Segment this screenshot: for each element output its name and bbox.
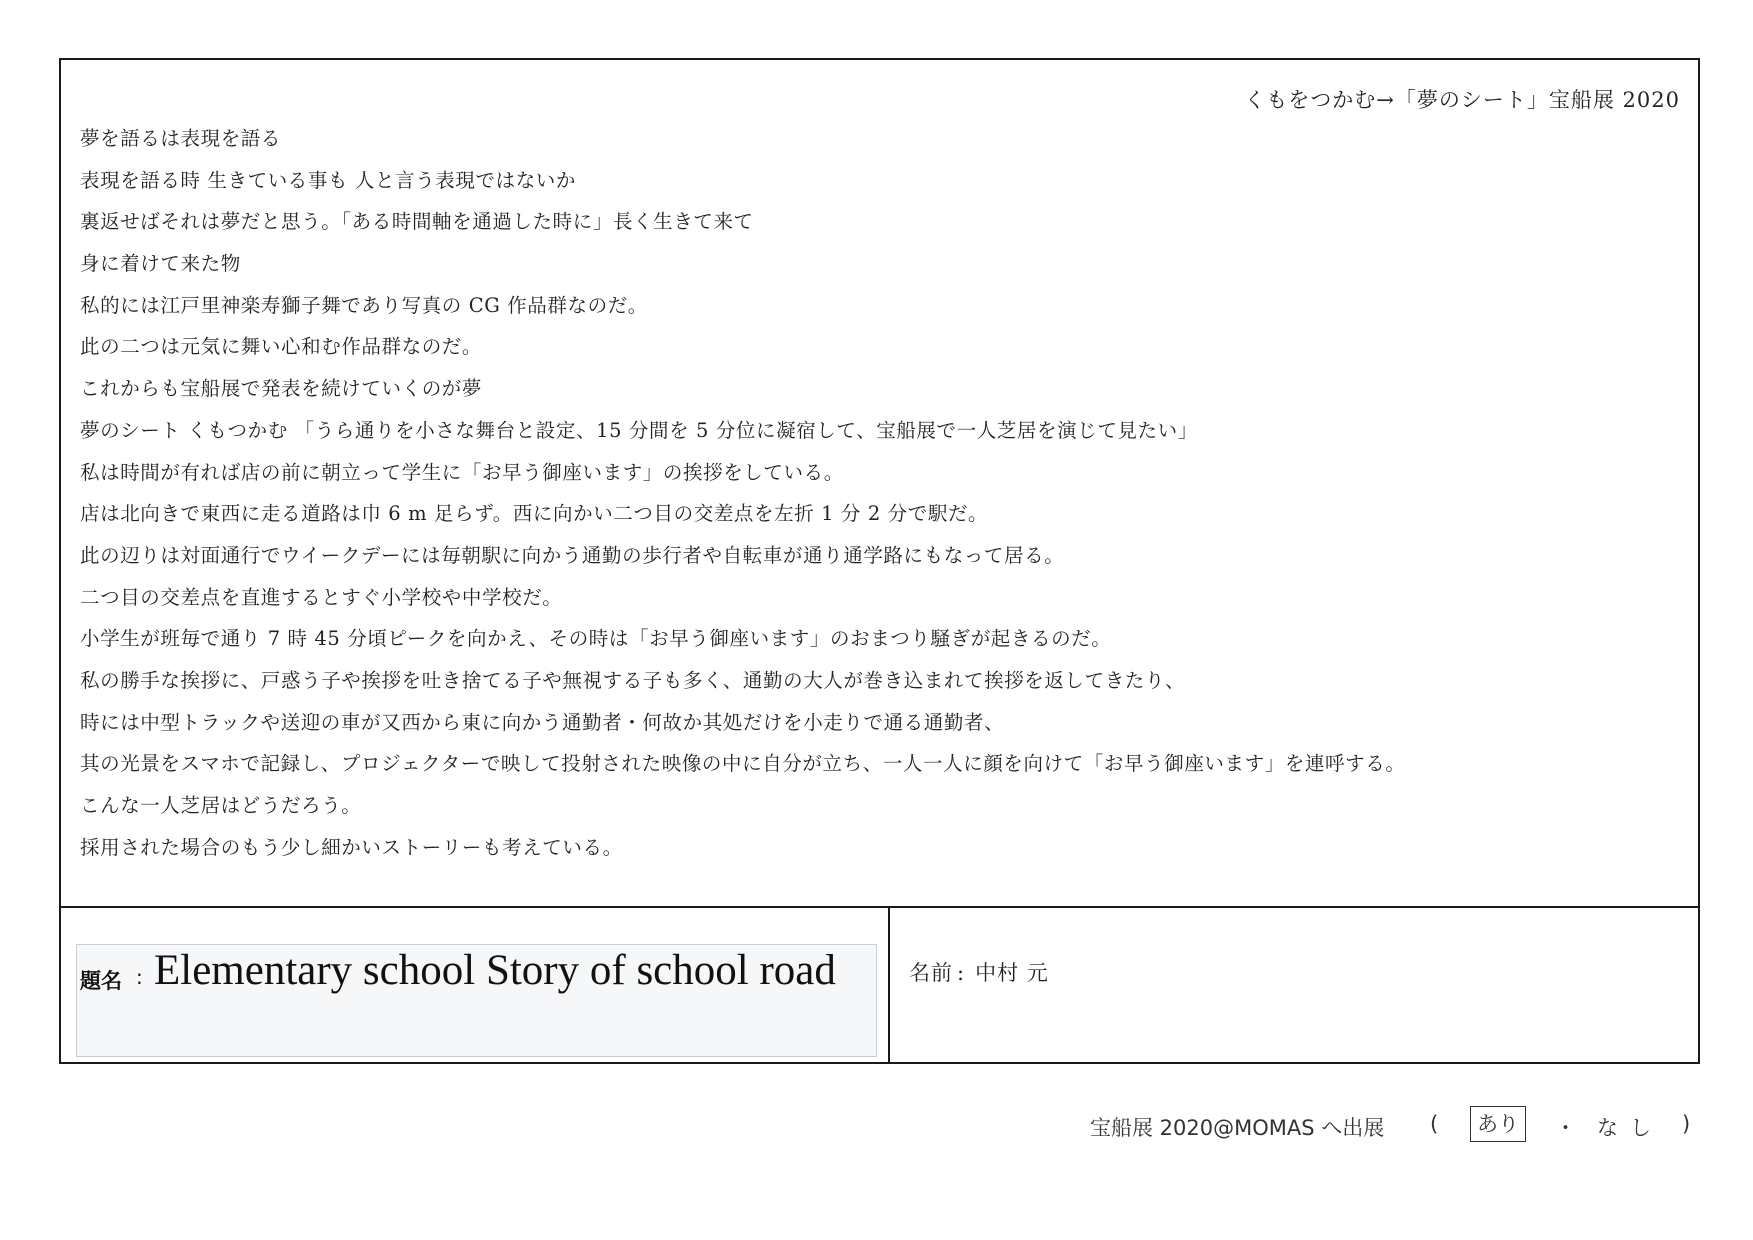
statement-line: 私の勝手な挨拶に、戸惑う子や挨拶を吐き捨てる子や無視する子も多く、通勤の大人が巻き込まれて挨拶を返してきたり、 (80, 668, 1186, 692)
submission-sheet (59, 58, 1700, 1064)
statement-line: 店は北向きで東西に走る道路は巾 6 m 足らず。西に向かい二つ目の交差点を左折 1 分 2 分で駅だ。 (80, 502, 989, 526)
sheet-header-title: くもをつかむ→「夢のシート」宝船展 2020 (1244, 88, 1680, 112)
statement-line: 表現を語る時 生きている事も 人と言う表現ではないか (80, 168, 576, 192)
statement-line: 夢を語るは表現を語る (80, 127, 282, 150)
statement-line: これからも宝船展で発表を続けていくのが夢 (80, 377, 483, 401)
title-label: 題名 (80, 969, 122, 993)
statement-line: 私は時間が有れば店の前に朝立って学生に「お早う御座います」の挨拶をしている。 (80, 460, 844, 484)
exhibit-open-paren: ( (1430, 1112, 1439, 1136)
statement-line: 身に着けて来た物 (80, 252, 241, 276)
title-field[interactable] (76, 944, 877, 1057)
exhibit-option-no[interactable]: なし (1597, 1116, 1663, 1140)
statement-line: 其の光景をスマホで記録し、プロジェクターで映して投射された映像の中に自分が立ち、一人一人に顔を向けて「お早う御座います」を連呼する。 (80, 752, 1406, 776)
statement-line: 私的には江戸里神楽寿獅子舞であり写真の CG 作品群なのだ。 (80, 293, 648, 317)
statement-line: 採用された場合のもう少し細かいストーリーも考えている。 (80, 835, 623, 859)
statement-line: 二つ目の交差点を直進するとすぐ小学校や中学校だ。 (80, 585, 563, 609)
exhibit-label: 宝船展 2020@MOMAS へ出展 (1090, 1116, 1385, 1140)
statement-line: 時には中型トラックや送迎の車が又西から東に向かう通勤者・何故か其処だけを小走りで通る通勤者、 (80, 710, 1005, 734)
statement-line: 此の二つは元気に舞い心和む作品群なのだ。 (80, 335, 483, 359)
statement-text (80, 118, 1680, 868)
statement-line: 裏返せばそれは夢だと思う。「ある時間軸を通過した時に」長く生きて来て (80, 210, 754, 234)
exhibit-option-yes[interactable]: あり (1470, 1106, 1526, 1142)
exhibit-separator: ・ (1555, 1116, 1576, 1140)
name-field (909, 957, 1049, 987)
statement-line: こんな一人芝居はどうだろう。 (80, 794, 362, 817)
statement-line: 小学生が班毎で通り 7 時 45 分頃ピークを向かえ、その時は「お早う御座います」のおまつり騒ぎが起きるのだ。 (80, 627, 1112, 651)
name-value: 中村 元 (975, 961, 1049, 985)
title-value[interactable]: Elementary school Story of school road (154, 947, 836, 994)
title-colon: : (136, 965, 143, 989)
column-divider (888, 906, 890, 1062)
section-divider (61, 906, 1698, 908)
name-colon: : (957, 961, 966, 985)
statement-line: 此の辺りは対面通行でウイークデーには毎朝駅に向かう通勤の歩行者や自転車が通り通学路にもなって居る。 (80, 543, 1065, 567)
name-label: 名前 (909, 961, 953, 985)
statement-line: 夢のシート くもつかむ 「うら通りを小さな舞台と設定、15 分間を 5 分位に凝宿して、宝船展で一人芝居を演じて見たい」 (80, 418, 1198, 442)
exhibit-choice (1090, 1108, 1700, 1144)
exhibit-close-paren: ) (1682, 1112, 1691, 1136)
